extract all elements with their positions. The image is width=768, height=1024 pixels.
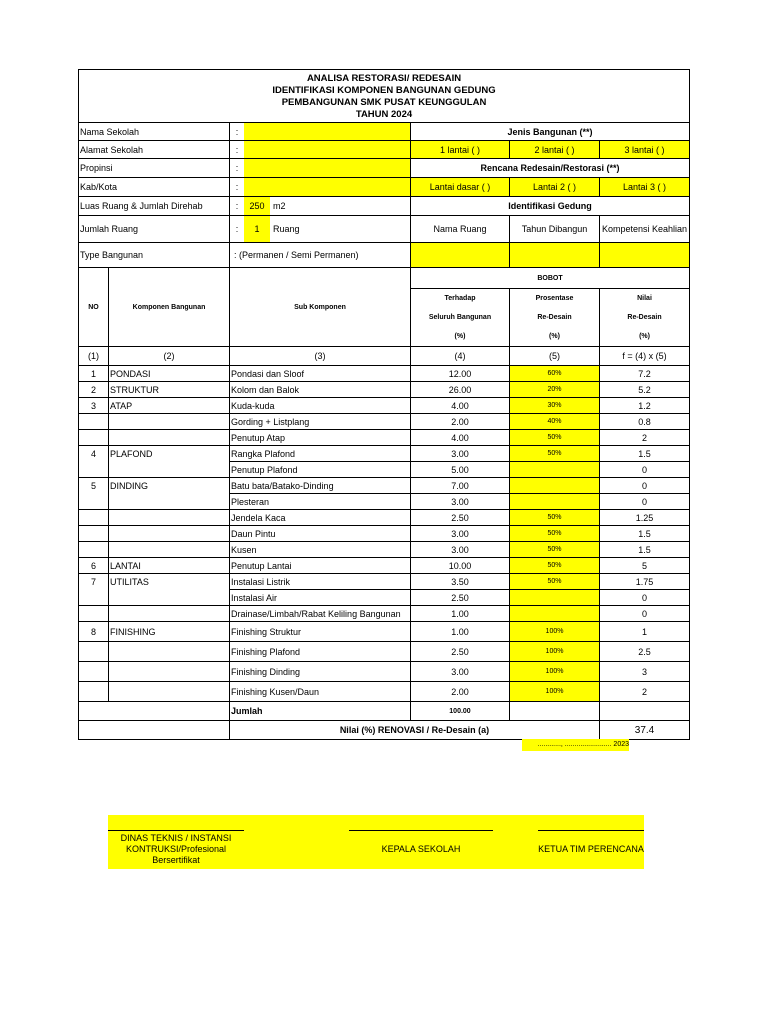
row-prosentase[interactable]: [510, 590, 600, 606]
row-sub-komponen: Gording + Listplang: [230, 414, 411, 430]
row-nilai: 5: [600, 558, 690, 574]
row-bobot: 2.50: [411, 642, 510, 662]
row-no: 5: [79, 478, 109, 494]
luas-unit: m2: [273, 201, 286, 211]
jumlah-pros-empty: [510, 702, 600, 721]
row-bobot: 2.00: [411, 682, 510, 702]
row-no: [79, 494, 109, 510]
option-lantai-3[interactable]: Lantai 3 ( ): [600, 178, 690, 197]
row-komponen: [109, 510, 230, 526]
field-alamat-sekolah[interactable]: :: [230, 141, 411, 159]
header-terhadap-3: (%): [411, 327, 510, 347]
row-bobot: 2.00: [411, 414, 510, 430]
row-nilai: 7.2: [600, 366, 690, 382]
option-lantai-dasar[interactable]: Lantai dasar ( ): [411, 178, 510, 197]
row-sub-komponen: Instalasi Listrik: [230, 574, 411, 590]
field-jumlah-ruang[interactable]: : 1 Ruang: [230, 216, 411, 243]
header-terhadap-2: Seluruh Bangunan: [411, 308, 510, 327]
row-nilai: 2: [600, 430, 690, 446]
row-sub-komponen: Penutup Lantai: [230, 558, 411, 574]
table-row: [79, 398, 690, 414]
colnum-5: (5): [510, 347, 600, 366]
row-komponen: STRUKTUR: [109, 382, 230, 398]
jumlah-value[interactable]: 1: [244, 216, 270, 242]
row-bobot: 7.00: [411, 478, 510, 494]
row-komponen: [109, 414, 230, 430]
colnum-3: (3): [230, 347, 411, 366]
row-sub-komponen: Drainase/Limbah/Rabat Keliling Bangunan: [230, 606, 411, 622]
field-luas-ruang[interactable]: : 250 m2: [230, 197, 411, 216]
row-prosentase[interactable]: 50%: [510, 430, 600, 446]
signature-kepala: KEPALA SEKOLAH: [381, 844, 461, 854]
row-nilai: 0: [600, 478, 690, 494]
field-type-bangunan[interactable]: : (Permanen / Semi Permanen): [230, 243, 411, 268]
row-komponen: [109, 682, 230, 702]
jumlah-unit: Ruang: [273, 224, 300, 234]
header-prosentase-1: Prosentase: [510, 289, 600, 309]
row-sub-komponen: Penutup Plafond: [230, 462, 411, 478]
signature-line-dinas: [108, 830, 244, 831]
header-prosentase-3: (%): [510, 327, 600, 347]
row-bobot: 3.00: [411, 526, 510, 542]
row-sub-komponen: Plesteran: [230, 494, 411, 510]
row-bobot: 10.00: [411, 558, 510, 574]
option-3-lantai[interactable]: 3 lantai ( ): [600, 141, 690, 159]
table-row: [79, 526, 690, 542]
table-row: [79, 590, 690, 606]
row-prosentase[interactable]: 50%: [510, 542, 600, 558]
row-prosentase[interactable]: 40%: [510, 414, 600, 430]
luas-value[interactable]: 250: [244, 197, 270, 215]
row-no: [79, 590, 109, 606]
field-nama-sekolah[interactable]: :: [230, 123, 411, 141]
row-bobot: 2.50: [411, 510, 510, 526]
row-prosentase[interactable]: 50%: [510, 574, 600, 590]
table-row: [79, 642, 690, 662]
option-2-lantai[interactable]: 2 lantai ( ): [510, 141, 600, 159]
row-komponen: PONDASI: [109, 366, 230, 382]
row-nilai: 2.5: [600, 642, 690, 662]
nilai-spacer: [79, 721, 230, 740]
option-lantai-2[interactable]: Lantai 2 ( ): [510, 178, 600, 197]
row-no: [79, 542, 109, 558]
row-sub-komponen: Finishing Struktur: [230, 622, 411, 642]
title-line-1: ANALISA RESTORASI/ REDESAIN: [306, 73, 462, 84]
row-komponen: [109, 526, 230, 542]
row-prosentase[interactable]: 50%: [510, 510, 600, 526]
jenis-bangunan-header: Jenis Bangunan (**): [411, 123, 690, 141]
row-no: 6: [79, 558, 109, 574]
header-sub-komponen: Sub Komponen: [230, 268, 411, 347]
row-prosentase[interactable]: 20%: [510, 382, 600, 398]
colnum-1: (1): [79, 347, 109, 366]
header-no: NO: [79, 268, 109, 347]
row-no: [79, 606, 109, 622]
row-no: 1: [79, 366, 109, 382]
row-no: 2: [79, 382, 109, 398]
row-prosentase[interactable]: [510, 494, 600, 510]
row-sub-komponen: Pondasi dan Sloof: [230, 366, 411, 382]
row-sub-komponen: Jendela Kaca: [230, 510, 411, 526]
header-terhadap-1: Terhadap: [411, 289, 510, 309]
row-prosentase[interactable]: 50%: [510, 526, 600, 542]
row-komponen: [109, 662, 230, 682]
row-nilai: 0: [600, 494, 690, 510]
header-prosentase-2: Re-Desain: [510, 308, 600, 327]
label-propinsi: Propinsi: [79, 159, 230, 178]
field-kab-kota[interactable]: :: [230, 178, 411, 197]
row-nilai: 1.5: [600, 446, 690, 462]
label-jumlah-ruang: Jumlah Ruang: [79, 216, 230, 243]
row-nilai: 3: [600, 662, 690, 682]
row-prosentase[interactable]: 100%: [510, 662, 600, 682]
row-prosentase[interactable]: 30%: [510, 398, 600, 414]
jumlah-label: Jumlah: [230, 702, 411, 721]
row-no: [79, 526, 109, 542]
identifikasi-header: Identifikasi Gedung: [411, 197, 690, 216]
row-no: [79, 414, 109, 430]
row-nilai: 0: [600, 462, 690, 478]
col-nama-ruang: Nama Ruang: [411, 216, 510, 243]
table-row: [79, 446, 690, 462]
table-row: [79, 366, 690, 382]
label-alamat-sekolah: Alamat Sekolah: [79, 141, 230, 159]
row-sub-komponen: Instalasi Air: [230, 590, 411, 606]
field-nama-ruang[interactable]: [411, 243, 510, 268]
table-row: [79, 430, 690, 446]
row-prosentase[interactable]: [510, 462, 600, 478]
row-no: [79, 462, 109, 478]
row-bobot: 3.00: [411, 494, 510, 510]
row-bobot: 26.00: [411, 382, 510, 398]
jumlah-nilai-empty: [600, 702, 690, 721]
nilai-renovasi-value: 37.4: [634, 724, 655, 736]
signature-line-ketua: [538, 830, 644, 831]
table-row: [79, 558, 690, 574]
row-nilai: 0: [600, 590, 690, 606]
row-nilai: 1.5: [600, 526, 690, 542]
row-bobot: 2.50: [411, 590, 510, 606]
header-nilai-2: Re-Desain: [627, 314, 662, 321]
row-prosentase[interactable]: 50%: [510, 558, 600, 574]
title-line-2: IDENTIFIKASI KOMPONEN BANGUNAN GEDUNG: [272, 85, 496, 96]
nilai-renovasi-label: Nilai (%) RENOVASI / Re-Desain (a): [230, 721, 600, 740]
row-komponen: [109, 494, 230, 510]
field-propinsi[interactable]: :: [230, 159, 411, 178]
table-row: [79, 622, 690, 642]
row-prosentase[interactable]: [510, 478, 600, 494]
row-prosentase[interactable]: 100%: [510, 682, 600, 702]
row-bobot: 3.00: [411, 446, 510, 462]
row-sub-komponen: Daun Pintu: [230, 526, 411, 542]
row-sub-komponen: Kusen: [230, 542, 411, 558]
header-komponen: Komponen Bangunan: [109, 268, 230, 347]
table-row: [79, 606, 690, 622]
row-no: [79, 510, 109, 526]
field-kompetensi[interactable]: [600, 243, 690, 268]
table-row: [79, 414, 690, 430]
row-no: 3: [79, 398, 109, 414]
row-bobot: 4.00: [411, 430, 510, 446]
row-bobot: 3.00: [411, 662, 510, 682]
signature-ketua: KETUA TIM PERENCANA: [538, 844, 644, 854]
row-bobot: 5.00: [411, 462, 510, 478]
table-row: [79, 478, 690, 494]
row-sub-komponen: Rangka Plafond: [230, 446, 411, 462]
row-komponen: [109, 590, 230, 606]
row-no: [79, 682, 109, 702]
row-sub-komponen: Batu bata/Batako-Dinding: [230, 478, 411, 494]
signature-dinas: DINAS TEKNIS / INSTANSI KONTRUKSI/Profesional Bersertifikat: [120, 833, 232, 865]
row-prosentase[interactable]: 100%: [510, 622, 600, 642]
header-bobot: BOBOT: [411, 268, 690, 289]
row-no: [79, 642, 109, 662]
row-nilai: 1.5: [600, 542, 690, 558]
row-prosentase[interactable]: 60%: [510, 366, 600, 382]
row-komponen: [109, 462, 230, 478]
col-kompetensi: Kompetensi Keahlian: [600, 216, 690, 243]
option-1-lantai[interactable]: 1 lantai ( ): [411, 141, 510, 159]
colnum-2: (2): [109, 347, 230, 366]
row-no: 8: [79, 622, 109, 642]
row-sub-komponen: Finishing Plafond: [230, 642, 411, 662]
rencana-header: Rencana Redesain/Restorasi (**): [411, 159, 690, 178]
row-sub-komponen: Kuda-kuda: [230, 398, 411, 414]
row-prosentase[interactable]: 50%: [510, 446, 600, 462]
signature-line-kepala: [349, 830, 493, 831]
row-prosentase[interactable]: [510, 606, 600, 622]
row-bobot: 3.50: [411, 574, 510, 590]
row-komponen: [109, 642, 230, 662]
row-nilai: 5.2: [600, 382, 690, 398]
header-nilai-1: Nilai: [637, 295, 652, 302]
row-prosentase[interactable]: 100%: [510, 642, 600, 662]
row-komponen: [109, 606, 230, 622]
row-nilai: 0: [600, 606, 690, 622]
title-line-4: TAHUN 2024: [355, 109, 413, 120]
row-komponen: ATAP: [109, 398, 230, 414]
label-luas-ruang: Luas Ruang & Jumlah Direhab: [79, 197, 230, 216]
row-bobot: 4.00: [411, 398, 510, 414]
table-row: [79, 574, 690, 590]
row-sub-komponen: Penutup Atap: [230, 430, 411, 446]
table-row: [79, 662, 690, 682]
date-line[interactable]: ............, ........................ 2023: [522, 739, 629, 751]
row-bobot: 12.00: [411, 366, 510, 382]
row-sub-komponen: Finishing Kusen/Daun: [230, 682, 411, 702]
jumlah-spacer: [79, 702, 230, 721]
label-type-bangunan: Type Bangunan: [79, 243, 230, 268]
label-kab-kota: Kab/Kota: [79, 178, 230, 197]
header-nilai-3: (%): [600, 327, 690, 347]
table-row: [79, 682, 690, 702]
row-nilai: 1: [600, 622, 690, 642]
jumlah-value: 100.00: [411, 702, 510, 721]
row-bobot: 1.00: [411, 606, 510, 622]
field-tahun-dibangun[interactable]: [510, 243, 600, 268]
form-sheet: [78, 69, 689, 740]
row-no: [79, 662, 109, 682]
label-nama-sekolah: Nama Sekolah: [79, 123, 230, 141]
row-no: 4: [79, 446, 109, 462]
title-line-3: PEMBANGUNAN SMK PUSAT KEUNGGULAN: [281, 97, 487, 108]
table-row: [79, 510, 690, 526]
colnum-4: (4): [411, 347, 510, 366]
signature-area: [108, 815, 644, 869]
row-komponen: LANTAI: [109, 558, 230, 574]
row-nilai: 0.8: [600, 414, 690, 430]
row-komponen: [109, 430, 230, 446]
table-row: [79, 542, 690, 558]
row-nilai: 1.25: [600, 510, 690, 526]
row-no: 7: [79, 574, 109, 590]
colnum-6: f = (4) x (5): [600, 347, 690, 366]
row-sub-komponen: Finishing Dinding: [230, 662, 411, 682]
component-rows: [79, 366, 690, 702]
row-nilai: 2: [600, 682, 690, 702]
row-komponen: PLAFOND: [109, 446, 230, 462]
row-nilai: 1.2: [600, 398, 690, 414]
row-komponen: DINDING: [109, 478, 230, 494]
row-sub-komponen: Kolom dan Balok: [230, 382, 411, 398]
row-komponen: [109, 542, 230, 558]
row-komponen: UTILITAS: [109, 574, 230, 590]
analysis-table: [78, 69, 690, 740]
row-bobot: 3.00: [411, 542, 510, 558]
table-row: [79, 462, 690, 478]
table-row: [79, 494, 690, 510]
col-tahun-dibangun: Tahun Dibangun: [510, 216, 600, 243]
row-nilai: 1.75: [600, 574, 690, 590]
row-komponen: FINISHING: [109, 622, 230, 642]
table-row: [79, 382, 690, 398]
row-bobot: 1.00: [411, 622, 510, 642]
row-no: [79, 430, 109, 446]
